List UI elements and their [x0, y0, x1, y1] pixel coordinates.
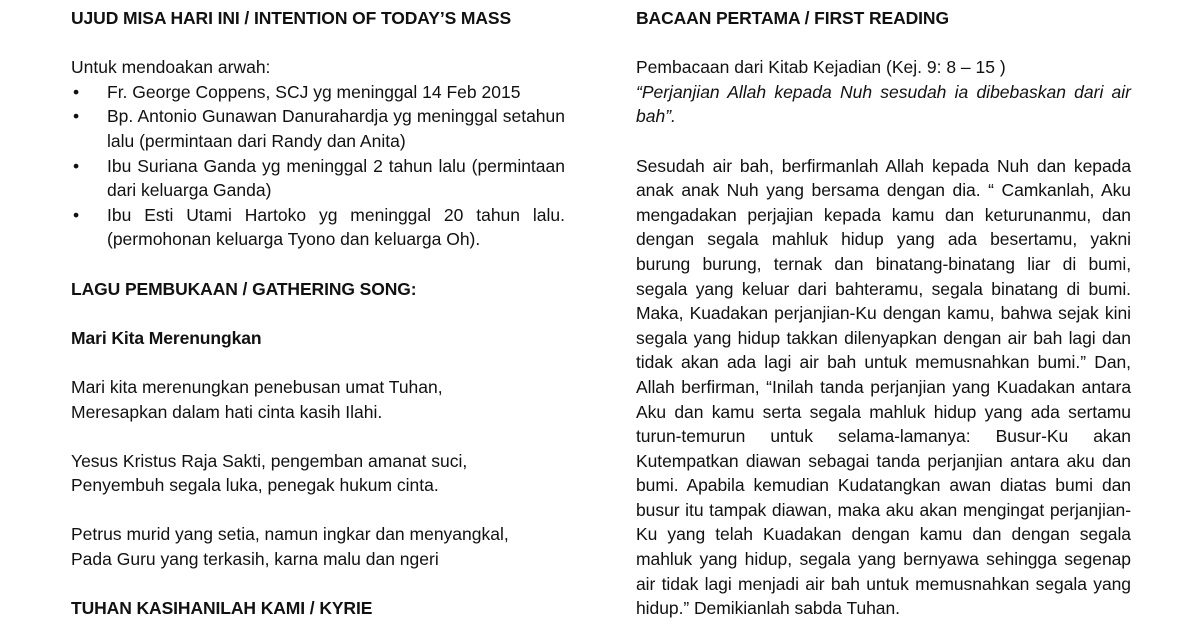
left-column	[71, 6, 565, 621]
bullet-icon: •	[73, 106, 80, 127]
first-reading-heading: BACAAN PERTAMA / FIRST READING	[636, 8, 949, 28]
bullet-icon: •	[73, 81, 80, 102]
intention-item-text: Fr. George Coppens, SCJ yg meninggal 14 Feb 2015	[107, 81, 521, 102]
lyric-line: Mari kita merenungkan penebusan umat Tuhan,	[71, 376, 443, 397]
reading-source: Pembacaan dari Kitab Kejadian (Kej. 9: 8 – 15 )	[636, 57, 1006, 78]
song-verse	[71, 375, 565, 424]
lyric-line: Meresapkan dalam hati cinta kasih Ilahi.	[71, 401, 383, 422]
bullet-icon: •	[73, 155, 80, 176]
gathering-song-heading: LAGU PEMBUKAAN / GATHERING SONG:	[71, 278, 417, 299]
intention-item-text: Ibu Esti Utami Hartoko yg meninggal 20 tahun lalu. (permohonan keluarga Tyono dan keluarga Oh).	[107, 204, 565, 250]
lyric-line: Yesus Kristus Raja Sakti, pengemban amanat suci,	[71, 450, 468, 471]
intention-intro: Untuk mendoakan arwah:	[71, 57, 271, 78]
intention-item	[71, 80, 565, 105]
kyrie-heading: TUHAN KASIHANILAH KAMI / KYRIE	[71, 598, 373, 619]
intention-item-text: Bp. Antonio Gunawan Danurahardja yg meninggal setahun lalu (permintaan dari Randy dan Anita)	[107, 106, 565, 151]
intention-list	[71, 80, 565, 252]
reading-subtitle: “Perjanjian Allah kepada Nuh sesudah ia dibebaskan dari air bah”.	[636, 81, 1131, 127]
lyric-line: Petrus murid yang setia, namun ingkar dan menyangkal,	[71, 524, 509, 545]
intention-item-text: Ibu Suriana Ganda yg meninggal 2 tahun lalu (permintaan dari keluarga Ganda)	[107, 155, 565, 201]
intention-item	[71, 104, 565, 153]
intention-item	[71, 154, 565, 203]
reading-body: Sesudah air bah, berfirmanlah Allah kepada Nuh dan kepada anak anak Nuh yang bersama dengan dia. “ Camkanlah, Aku mengadakan perjajian kepada kamu dan keturunanmu, dan dengan segala mahluk hidup yang ada besertamu, yakni burung burung, ternak dan binatang-binatang liar di bumi, segala yang keluar dari bahteramu, segala binatang di bumi. Maka, Kuadakan perjanjian-Ku dengan kamu, bahwa sejak kini segala yang hidup takkan dilenyapkan dengan air bah lagi dan tidak akan ada lagi air bah untuk memusnahkan bumi.” Dan, Allah berfirman, “Inilah tanda perjanjian yang Kuadakan antara Aku dan kamu serta segala mahluk hidup yang ada sertamu turun-temurun untuk selama-lamanya: Busur-Ku akan Kutempatkan diawan sebagai tanda perjanjian antara aku dan bumi. Apabila kemudian Kudatangkan awan diatas bumi dan busur itu tampak diawan, maka aku akan mengingat perjanjian-Ku yang telah Kuadakan dengan kamu dan dengan segala mahluk yang hidup, segala yang bernyawa sehingga segenap air tidak lagi menjadi air bah untuk memusnahkan segala yang hidup.” Demikianlah sabda Tuhan.	[636, 155, 1131, 619]
song-verse	[71, 522, 565, 571]
intention-heading: UJUD MISA HARI INI / INTENTION OF TODAY’S MASS	[71, 8, 512, 28]
lyric-line: Pada Guru yang terkasih, karna malu dan ngeri	[71, 549, 439, 570]
song-verse	[71, 449, 565, 498]
song-title: Mari Kita Merenungkan	[71, 327, 262, 348]
intention-item	[71, 203, 565, 252]
lyric-line: Penyembuh segala luka, penegak hukum cinta.	[71, 475, 439, 496]
right-column	[636, 6, 1131, 621]
bullet-icon: •	[73, 204, 80, 225]
